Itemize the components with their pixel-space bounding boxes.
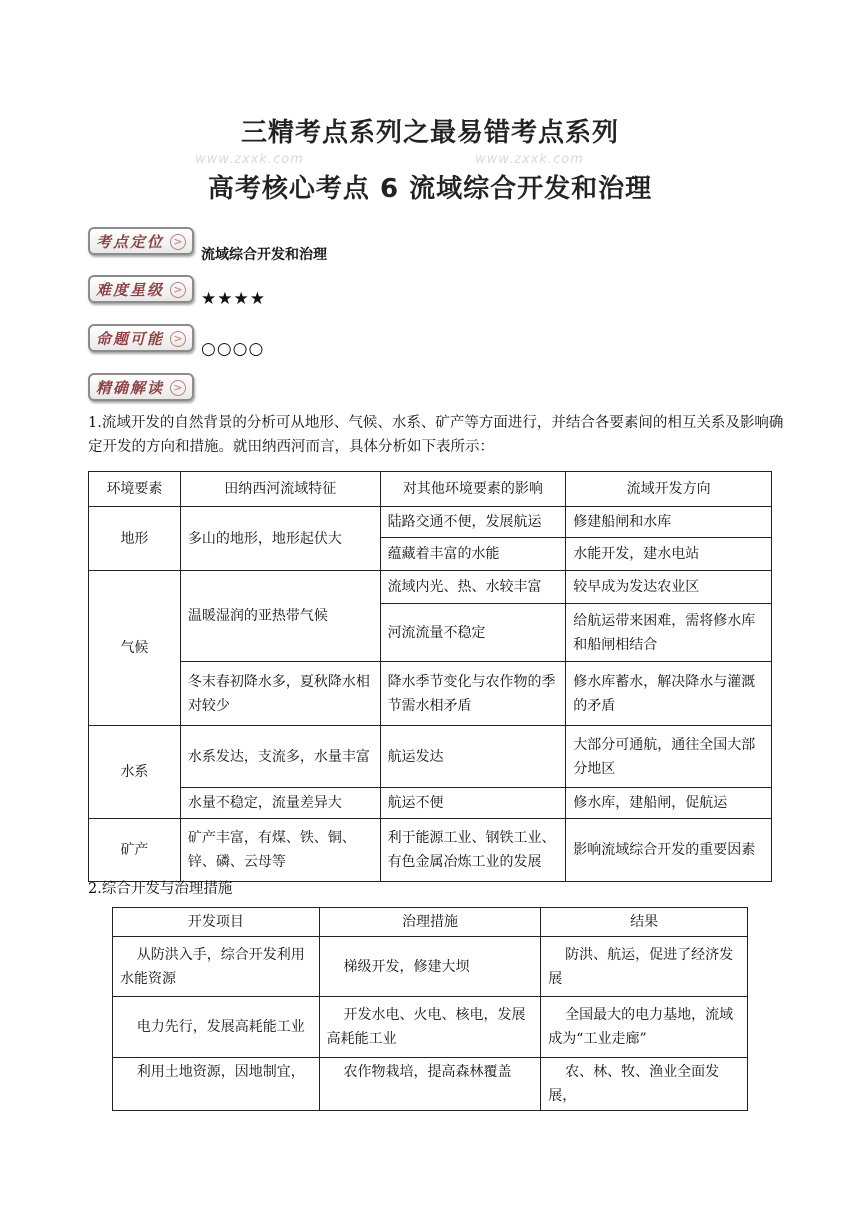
table-row	[89, 819, 772, 882]
impact-cell: 陆路交通不便，发展航运	[380, 507, 566, 538]
badge-analysis	[88, 373, 194, 401]
project-cell: 电力先行，发展高耗能工业	[113, 997, 320, 1058]
header-cell: 开发项目	[113, 908, 320, 937]
table-header-row	[89, 472, 772, 507]
chevron-right-icon: >	[170, 331, 186, 347]
table-row	[89, 507, 772, 538]
impact-cell: 蕴藏着丰富的水能	[380, 538, 566, 571]
table-row	[89, 726, 772, 788]
table-row	[89, 788, 772, 819]
section1-text: 1.流域开发的自然背景的分析可从地形、气候、水系、矿产等方面进行，并结合各要素间的相互关系及影响确定开发的方向和措施。就田纳西河而言，具体分析如下表所示：	[88, 415, 784, 455]
direction-cell: 影响流域综合开发的重要因素	[566, 819, 772, 882]
direction-cell: 大部分可通航，通往全国大部分地区	[566, 726, 772, 788]
measure-cell: 梯级开发，修建大坝	[319, 937, 541, 997]
header-cell: 结果	[541, 908, 748, 937]
environment-table	[88, 471, 772, 882]
factor-minerals: 矿产	[89, 819, 181, 882]
badge-topic	[88, 227, 194, 255]
topic-value: 流域综合开发和治理	[201, 247, 327, 263]
feature-cell: 温暖湿润的亚热带气候	[180, 571, 380, 662]
feature-cell: 水量不稳定，流量差异大	[180, 788, 380, 819]
direction-cell: 修水库，建船闸，促航运	[566, 788, 772, 819]
direction-cell: 修水库蓄水，解决降水与灌溉的矛盾	[566, 662, 772, 726]
impact-cell: 降水季节变化与农作物的季节需水相矛盾	[380, 662, 566, 726]
section2-title: 2.综合开发与治理措施	[88, 881, 233, 897]
header-cell: 流域开发方向	[566, 472, 772, 507]
impact-cell: 航运发达	[380, 726, 566, 788]
impact-cell: 河流流量不稳定	[380, 604, 566, 662]
impact-cell: 航运不便	[380, 788, 566, 819]
impact-cell: 流域内光、热、水较丰富	[380, 571, 566, 604]
measure-cell: 开发水电、火电、核电，发展高耗能工业	[319, 997, 541, 1058]
chevron-right-icon: >	[170, 282, 186, 298]
result-cell: 全国最大的电力基地，流域成为“工业走廊”	[541, 997, 748, 1058]
measures-table	[112, 907, 748, 1111]
table-row	[113, 937, 748, 997]
feature-cell: 冬末春初降水多，夏秋降水相对较少	[180, 662, 380, 726]
factor-water: 水系	[89, 726, 181, 819]
feature-cell: 多山的地形，地形起伏大	[180, 507, 380, 571]
table-row	[89, 571, 772, 604]
project-cell: 从防洪入手，综合开发利用水能资源	[113, 937, 320, 997]
table-row	[113, 1058, 748, 1111]
factor-climate: 气候	[89, 571, 181, 726]
result-cell: 农、林、牧、渔业全面发展，	[541, 1058, 748, 1111]
result-cell: 防洪、航运，促进了经济发展	[541, 937, 748, 997]
feature-cell: 矿产丰富，有煤、铁、铜、锌、磷、云母等	[180, 819, 380, 882]
badge-probability	[88, 324, 194, 352]
badge-topic-label: 考点定位	[96, 232, 165, 251]
project-cell: 利用土地资源，因地制宜，	[113, 1058, 320, 1111]
badge-analysis-label: 精确解读	[96, 378, 165, 397]
factor-terrain: 地形	[89, 507, 181, 571]
badge-difficulty-label: 难度星级	[96, 280, 165, 299]
direction-cell: 水能开发，建水电站	[566, 538, 772, 571]
series-title: 三精考点系列之最易错考点系列	[240, 118, 619, 148]
header-cell: 田纳西河流域特征	[180, 472, 380, 507]
measure-cell: 农作物栽培，提高森林覆盖	[319, 1058, 541, 1111]
direction-cell: 较早成为发达农业区	[566, 571, 772, 604]
header-cell: 对其他环境要素的影响	[380, 472, 566, 507]
chevron-right-icon: >	[170, 234, 186, 250]
watermark-text-right: www.zxxk.com	[475, 152, 584, 167]
table-row	[113, 997, 748, 1058]
direction-cell: 修建船闸和水库	[566, 507, 772, 538]
badge-probability-label: 命题可能	[96, 329, 165, 348]
header-cell: 治理措施	[319, 908, 541, 937]
chevron-right-icon: >	[170, 380, 186, 396]
probability-circles: ○○○○	[201, 339, 265, 359]
impact-cell: 利于能源工业、钢铁工业、有色金属冶炼工业的发展	[380, 819, 566, 882]
table-row	[89, 662, 772, 726]
difficulty-stars: ★★★★	[201, 289, 266, 309]
direction-cell: 给航运带来困难，需将修水库和船闸相结合	[566, 604, 772, 662]
header-cell: 环境要素	[89, 472, 181, 507]
page-title: 高考核心考点 6 流域综合开发和治理	[207, 174, 653, 204]
table-header-row	[113, 908, 748, 937]
badge-difficulty	[88, 275, 194, 303]
watermark-text-left: www.zxxk.com	[195, 152, 304, 167]
feature-cell: 水系发达，支流多，水量丰富	[180, 726, 380, 788]
